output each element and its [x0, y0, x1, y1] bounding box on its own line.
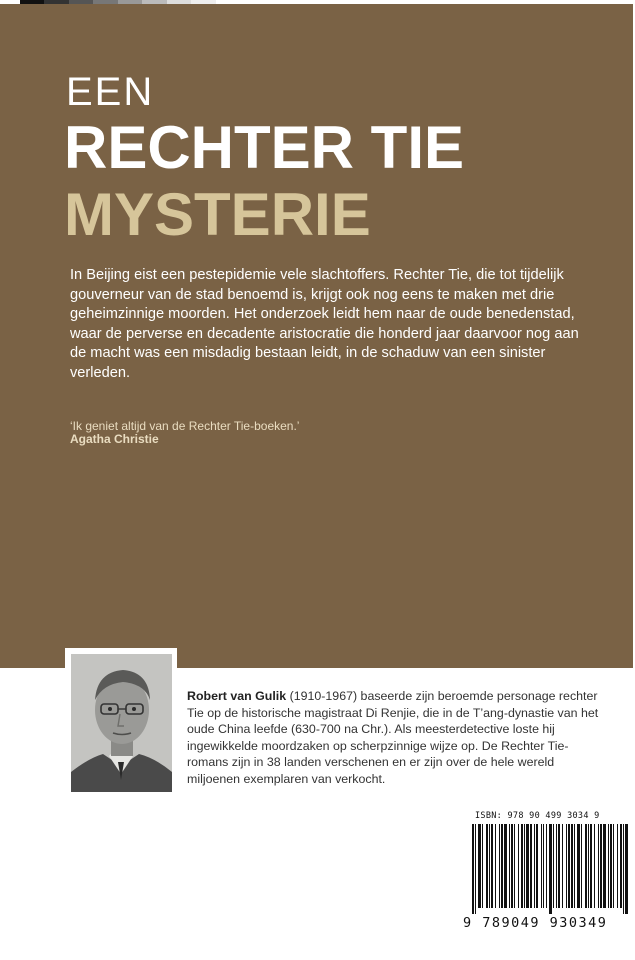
barcode-bar [530, 824, 532, 908]
author-portrait-illustration [71, 654, 172, 792]
barcode-bar [495, 824, 496, 908]
barcode-bar [600, 824, 602, 908]
title-line-mysterie: MYSTERIE [64, 181, 371, 248]
barcode-bar [536, 824, 538, 908]
barcode-bar [620, 824, 622, 908]
barcode-bar [499, 824, 500, 908]
barcode-bar [585, 824, 587, 908]
barcode-bar [501, 824, 503, 908]
barcode-bar [486, 824, 488, 908]
barcode-bar [588, 824, 589, 908]
barcode-bar [581, 824, 582, 908]
barcode-bar [617, 824, 618, 908]
barcode-bar [571, 824, 573, 908]
review-quote: ‘Ik geniet altijd van de Rechter Tie-boeken.’ [70, 419, 300, 433]
title-line-rechter-tie: RECHTER TIE [64, 114, 465, 181]
barcode-bar [526, 824, 529, 908]
barcode-bar [504, 824, 507, 908]
title-line-een: EEN [66, 70, 155, 114]
barcode-bar [590, 824, 592, 908]
barcode-icon [470, 824, 630, 914]
barcode-bar [524, 824, 525, 908]
barcode-bar [598, 824, 599, 908]
barcode-bar [489, 824, 490, 908]
barcode-bar [623, 824, 624, 914]
barcode-bar [534, 824, 535, 908]
barcode-bar [491, 824, 493, 908]
barcode-bar [553, 824, 554, 908]
barcode-bar [558, 824, 560, 908]
barcode-bar [603, 824, 606, 908]
barcode-bar [566, 824, 567, 908]
barcode-bar [475, 824, 476, 914]
barcode-bar [543, 824, 544, 908]
barcode-bar [478, 824, 481, 908]
barcode-bar [511, 824, 513, 908]
barcode-bar [546, 824, 547, 908]
barcode-bar [482, 824, 483, 908]
quote-author: Agatha Christie [70, 432, 159, 446]
barcode-bar [521, 824, 523, 908]
barcode-digits: 9 789049 930349 [463, 915, 608, 931]
back-cover-blurb: In Beijing eist een pestepidemie vele slachtoffers. Rechter Tie, die tot tijdelijk gouverneur van de stad benoemd is, krijgt ook nog eens te maken met drie geheimzinnige moorden. Het onderzoek leidt hem naar de oude benedenstad, waar de perverse en decadente aristocratie die honderd jaar daarvoor nog aan de macht was een misdadig bestaan leidt, in de schaduw van een sinister verleden. [70, 267, 579, 381]
barcode-bar [562, 824, 563, 908]
barcode-bar [509, 824, 510, 908]
barcode-bar [574, 824, 575, 908]
barcode-bar [549, 824, 552, 914]
barcode-bar [518, 824, 519, 908]
barcode-bar [594, 824, 595, 908]
barcode-bar [577, 824, 580, 908]
barcode-bar [613, 824, 614, 908]
author-photo [71, 654, 172, 792]
author-bio [187, 688, 607, 788]
author-bio-text: (1910-1967) baseerde zijn beroemde personage rechter Tie op de historische magistraat Di Renjie, die in de T’ang-dynastie van het oude China leefde (630-700 na Chr.). Als meesterdetective loste hij ingewikkelde moordzaken op scherpzinnige wijze op. De Rechter Tie-romans zijn in 38 landen verschenen en er zijn over de hele wereld miljoenen exemplaren van verkocht. [187, 689, 599, 786]
barcode-bar [541, 824, 542, 908]
barcode-bar [472, 824, 474, 914]
author-name: Robert van Gulik [187, 689, 287, 703]
barcode-bar [568, 824, 570, 908]
barcode-bar [625, 824, 628, 914]
barcode-bar [514, 824, 515, 908]
barcode-bar [610, 824, 612, 908]
barcode-bar [608, 824, 609, 908]
barcode-bar [556, 824, 557, 908]
isbn-label: ISBN: 978 90 499 3034 9 [475, 811, 600, 821]
